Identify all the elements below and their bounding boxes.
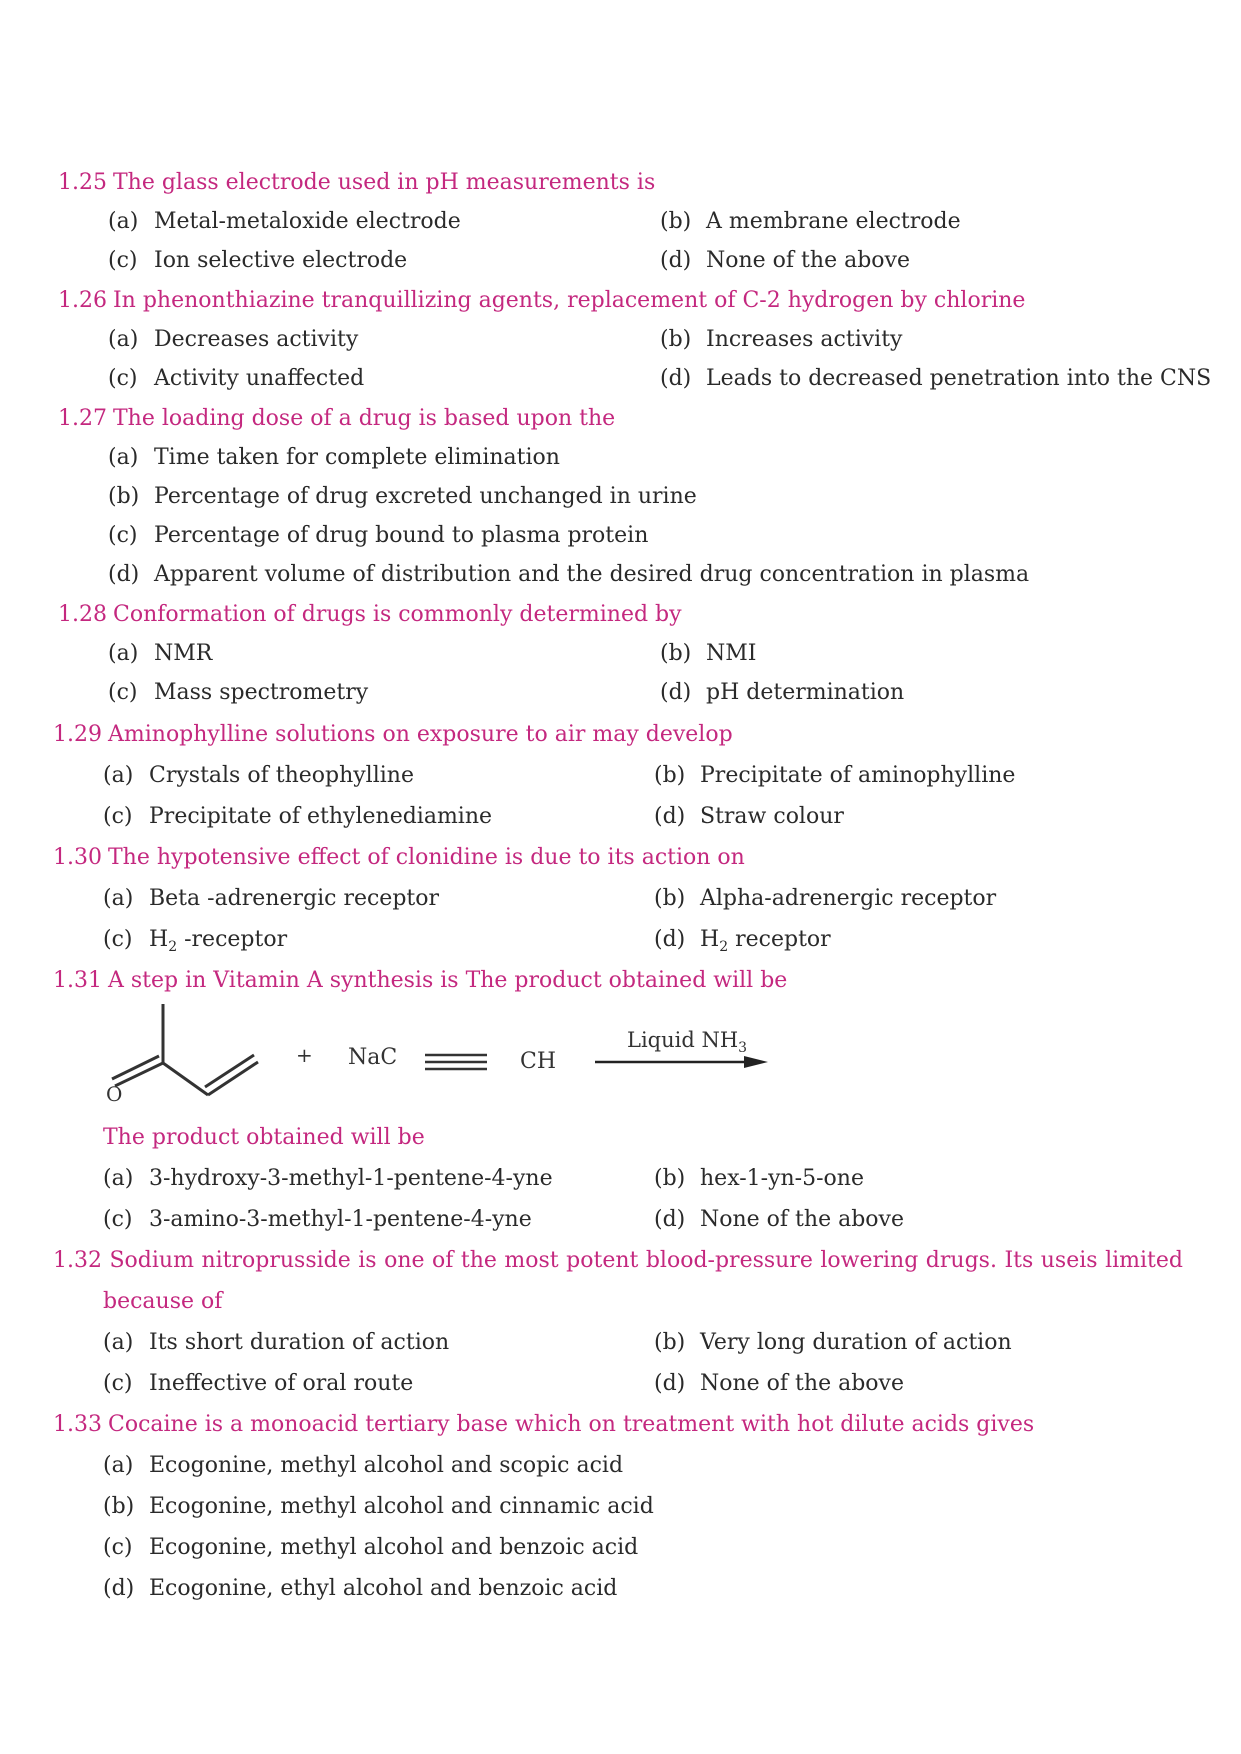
option-1-25-c[interactable]: (c) Ion selective electrode — [108, 248, 408, 273]
option-1-28-b[interactable]: (b) NMI — [660, 641, 757, 666]
option-1-25-d[interactable]: (d) None of the above — [660, 248, 910, 273]
option-1-31-b[interactable]: (b) hex-1-yn-5-one — [654, 1166, 864, 1191]
option-1-29-c[interactable]: (c) Precipitate of ethylenediamine — [103, 804, 493, 829]
methyl-vinyl-ketone-structure — [112, 1004, 258, 1095]
terminal-group-label: CH — [520, 1049, 557, 1074]
option-1-33-c[interactable]: (c) Ecogonine, methyl alcohol and benzoic acid — [103, 1535, 639, 1560]
option-1-27-c[interactable]: (c) Percentage of drug bound to plasma protein — [108, 523, 649, 548]
option-1-27-a[interactable]: (a) Time taken for complete elimination — [108, 445, 560, 470]
question-1-31: 1.31 A step in Vitamin A synthesis is The product obtained will be — [53, 968, 788, 993]
option-1-29-d[interactable]: (d) Straw colour — [654, 804, 844, 829]
option-1-31-a[interactable]: (a) 3-hydroxy-3-methyl-1-pentene-4-yne — [103, 1166, 553, 1191]
question-1-32: 1.32 Sodium nitroprusside is one of the most potent blood-pressure lowering drugs. Its useis limited because of — [53, 1248, 1183, 1314]
question-1-26: 1.26 In phenonthiazine tranquillizing agents, replacement of C-2 hydrogen by chlorine — [58, 288, 1026, 313]
option-1-32-a[interactable]: (a) Its short duration of action — [103, 1330, 450, 1355]
question-1-33: 1.33 Cocaine is a monoacid tertiary base which on treatment with hot dilute acids gives — [53, 1412, 1035, 1437]
option-1-32-d[interactable]: (d) None of the above — [654, 1371, 904, 1396]
option-1-26-a[interactable]: (a) Decreases activity — [108, 327, 359, 352]
option-1-29-b[interactable]: (b) Precipitate of aminophylline — [654, 763, 1016, 788]
option-1-30-c[interactable]: (c) $H_2$ -receptor — [103, 927, 288, 955]
question-1-29: 1.29 Aminophylline solutions on exposure to air may develop — [53, 722, 733, 747]
question-1-25: 1.25 The glass electrode used in pH measurements is — [58, 170, 656, 195]
option-1-33-b[interactable]: (b) Ecogonine, methyl alcohol and cinnamic acid — [103, 1494, 654, 1519]
reagent-label: NaC — [348, 1045, 398, 1070]
option-1-26-d[interactable]: (d) Leads to decreased penetration into the CNS — [660, 366, 1212, 391]
question-1-27: 1.27 The loading dose of a drug is based upon the — [58, 406, 616, 431]
question-1-31-followup: The product obtained will be — [103, 1125, 425, 1150]
reaction-arrow — [595, 1056, 768, 1068]
option-1-30-b[interactable]: (b) Alpha-adrenergic receptor — [654, 886, 997, 911]
option-1-30-d[interactable]: (d) $H_2$ receptor — [654, 927, 831, 955]
plus-sign: + — [296, 1043, 313, 1067]
option-1-33-d[interactable]: (d) Ecogonine, ethyl alcohol and benzoic acid — [103, 1576, 618, 1601]
option-1-27-b[interactable]: (b) Percentage of drug excreted unchanged in urine — [108, 484, 697, 509]
option-1-31-c[interactable]: (c) 3-amino-3-methyl-1-pentene-4-yne — [103, 1207, 532, 1232]
option-1-25-b[interactable]: (b) A membrane electrode — [660, 209, 961, 234]
option-1-31-d[interactable]: (d) None of the above — [654, 1207, 904, 1232]
reaction-scheme — [100, 1000, 800, 1130]
question-1-30: 1.30 The hypotensive effect of clonidine is due to its action on — [53, 845, 745, 870]
option-1-30-a[interactable]: (a) Beta -adrenergic receptor — [103, 886, 440, 911]
option-1-26-b[interactable]: (b) Increases activity — [660, 327, 903, 352]
option-1-28-c[interactable]: (c) Mass spectrometry — [108, 680, 369, 705]
triple-bond — [425, 1055, 487, 1069]
option-1-32-b[interactable]: (b) Very long duration of action — [654, 1330, 1012, 1355]
option-1-28-d[interactable]: (d) pH determination — [660, 680, 905, 705]
option-1-29-a[interactable]: (a) Crystals of theophylline — [103, 763, 414, 788]
option-1-33-a[interactable]: (a) Ecogonine, methyl alcohol and scopic acid — [103, 1453, 624, 1478]
reaction-condition: Liquid $NH_3$ — [627, 1028, 748, 1056]
oxygen-atom-label: O — [106, 1082, 123, 1106]
option-1-27-d[interactable]: (d) Apparent volume of distribution and the desired drug concentration in plasma — [108, 562, 1030, 587]
option-1-32-c[interactable]: (c) Ineffective of oral route — [103, 1371, 414, 1396]
option-1-26-c[interactable]: (c) Activity unaffected — [108, 366, 365, 391]
question-1-28: 1.28 Conformation of drugs is commonly determined by — [58, 602, 682, 627]
option-1-25-a[interactable]: (a) Metal-metaloxide electrode — [108, 209, 461, 234]
option-1-28-a[interactable]: (a) NMR — [108, 641, 213, 666]
